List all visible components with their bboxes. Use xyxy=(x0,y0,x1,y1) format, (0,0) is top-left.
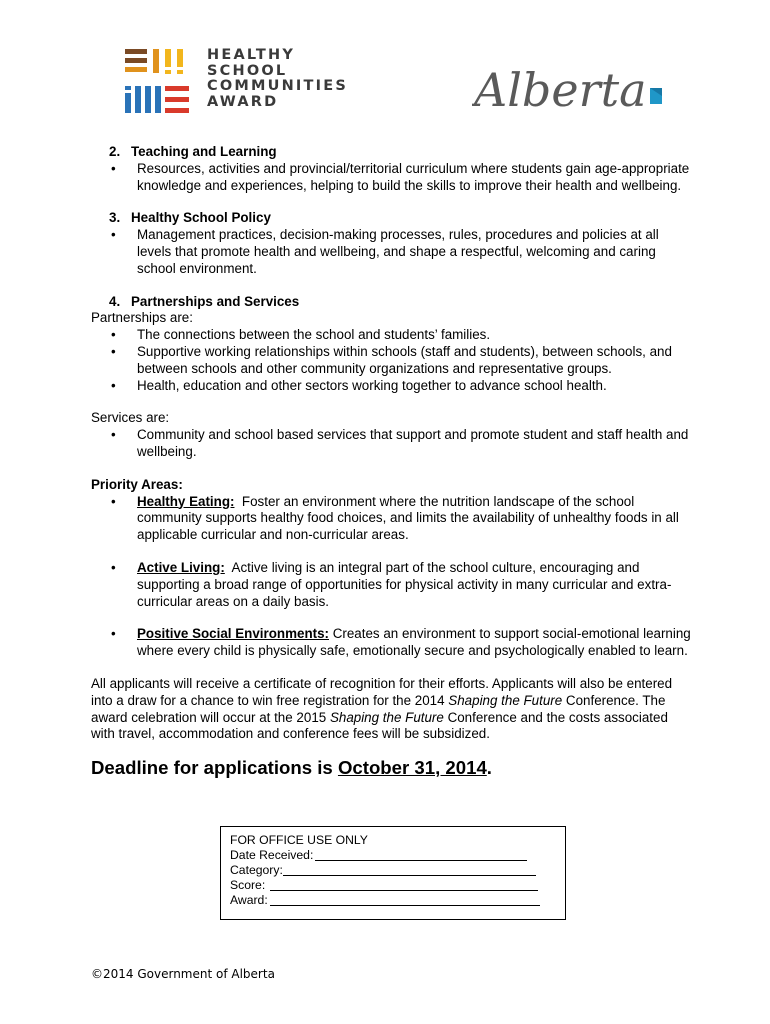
office-field-score: Score: xyxy=(230,878,565,893)
bullet-list xyxy=(91,227,691,277)
hsc-logo-mark-icon xyxy=(125,46,200,121)
section-heading: Healthy School Policy xyxy=(131,210,271,226)
services-intro: Services are: xyxy=(91,410,170,426)
section-number: 4. xyxy=(109,293,121,309)
list-item: • The connections between the school and students’ families. xyxy=(91,327,691,344)
healthy-school-communities-logo xyxy=(125,46,348,121)
office-use-box xyxy=(220,826,566,920)
section-teaching-learning xyxy=(91,144,691,194)
priority-text: Active living is an integral part of the school culture, encouraging and supporting a broad range of opportunities for physical activity in many curricular and extra-curricular areas on a daily basis. xyxy=(137,559,672,609)
deadline-heading: Deadline for applications is October 31, 2014. xyxy=(91,757,492,779)
priority-areas-heading: Priority Areas: xyxy=(91,476,183,492)
copyright-footer: ©2014 Government of Alberta xyxy=(91,967,275,981)
office-use-title: FOR OFFICE USE ONLY xyxy=(230,833,368,847)
list-item: • Management practices, decision-making processes, rules, procedures and policies at all levels that promote health and wellbeing, and shape a respectful, welcoming and caring school environment. xyxy=(91,227,691,277)
section-heading: Partnerships and Services xyxy=(131,293,300,309)
hsc-logo-text xyxy=(207,48,348,110)
priority-text: Creates an environment to support social-emotional learning where every child is physically safe, emotionally secure and psychologically enabled to learn. xyxy=(137,626,695,659)
alberta-wordmark-icon xyxy=(472,52,672,118)
section-partnerships-services xyxy=(91,294,691,461)
closing-paragraph: All applicants will receive a certificate of recognition for their efforts. Applicants will also be entered into a draw for a chance to win free registration for the 2014 Shaping the Future Conference. The award celebration will occur at the 2015 Shaping the Future Conference and the costs associated with travel, accommodation and conference fees will be subsidized. xyxy=(91,675,673,742)
section-heading: Teaching and Learning xyxy=(131,144,277,159)
document-body xyxy=(91,144,695,779)
score-line[interactable] xyxy=(270,878,538,891)
list-item: • Resources, activities and provincial/territorial curriculum where students gain age-appropriate knowledge and experiences, helping to build the skills to improve their health and wellbeing. xyxy=(91,161,691,195)
bullet-list xyxy=(91,427,691,461)
priority-item-active-living xyxy=(91,560,691,610)
hsc-logo-line: COMMUNITIES xyxy=(207,78,348,94)
priority-text: Foster an environment where the nutrition landscape of the school community supports healthy food choices, and limits the availability of unhealthy foods in all applicable curricular and non-curricular areas. xyxy=(137,493,683,543)
bullet-list xyxy=(91,161,691,195)
section-healthy-school-policy xyxy=(91,210,691,277)
date-received-line[interactable] xyxy=(315,848,527,861)
section-number: 2. xyxy=(109,144,121,159)
award-line[interactable] xyxy=(270,893,540,906)
priority-label: Active Living: xyxy=(137,559,225,575)
office-field-date-received: Date Received: xyxy=(230,848,565,863)
hsc-logo-line: HEALTHY xyxy=(207,47,296,63)
bullet-list xyxy=(91,327,691,394)
category-line[interactable] xyxy=(283,863,536,876)
alberta-logo xyxy=(472,52,672,118)
list-item: • Supportive working relationships within schools (staff and students), between schools, and between schools and other community organizations and representative groups. xyxy=(91,344,691,378)
priority-label: Healthy Eating: xyxy=(137,493,235,509)
office-field-category: Category: xyxy=(230,863,565,878)
partnerships-intro: Partnerships are: xyxy=(91,310,193,326)
priority-item-positive-social xyxy=(91,626,695,660)
deadline-date: October 31, 2014 xyxy=(337,757,487,779)
alberta-wordmark-text: Alberta xyxy=(474,63,647,117)
list-item: • Community and school based services that support and promote student and staff health and wellbeing. xyxy=(91,427,691,461)
priority-label: Positive Social Environments: xyxy=(137,626,329,642)
office-field-award: Award: xyxy=(230,893,565,908)
hsc-logo-line: SCHOOL xyxy=(207,62,288,79)
list-item: • Health, education and other sectors working together to advance school health. xyxy=(91,378,691,395)
section-number: 3. xyxy=(109,210,121,226)
priority-areas-list xyxy=(91,493,695,660)
priority-item-healthy-eating xyxy=(91,494,691,544)
hsc-logo-line: AWARD xyxy=(207,93,279,110)
